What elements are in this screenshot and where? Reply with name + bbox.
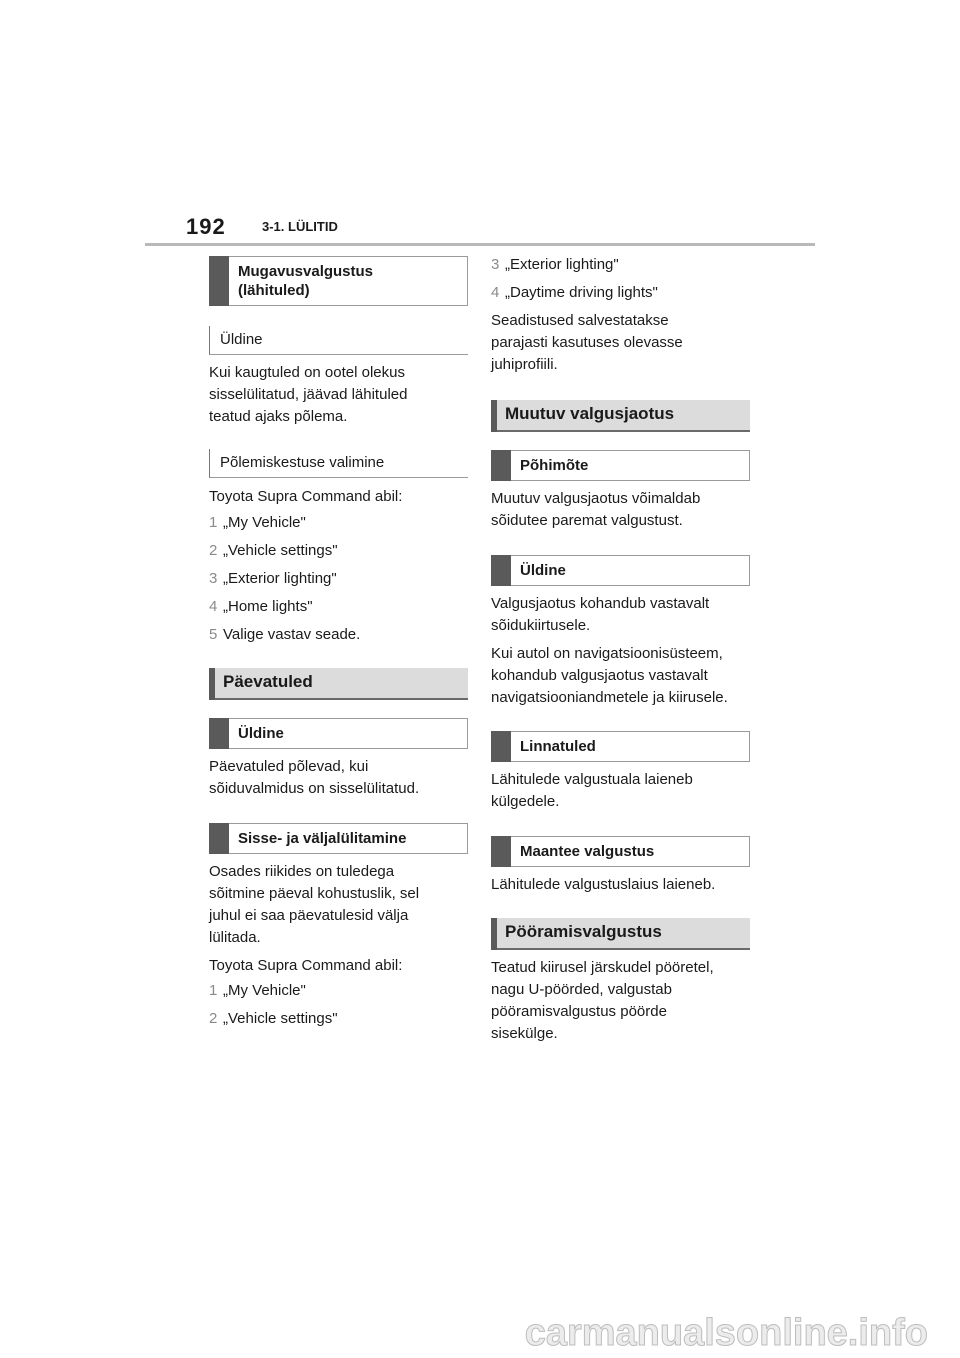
step-number: 2 — [209, 1010, 218, 1027]
heading-marker — [209, 823, 229, 854]
heading-line: Mugavusvalgustus — [238, 263, 374, 280]
heading-label: Maantee valgustus — [520, 843, 655, 860]
major-heading-muutuv-valgusjaotus — [491, 400, 750, 432]
subheading-uldine: Üldine — [209, 326, 468, 355]
step-number: 1 — [209, 514, 218, 531]
heading-label: Põhimõte — [520, 457, 589, 474]
steps-list — [491, 254, 750, 304]
step-text: „Exterior lighting" — [505, 256, 619, 273]
steps-list — [209, 512, 468, 646]
paragraph — [491, 310, 750, 376]
step-number: 4 — [491, 284, 500, 301]
text-line: Kui kaugtuled on ootel olekus — [209, 364, 405, 381]
heading-marker — [209, 718, 229, 749]
text-line: Muutuv valgusjaotus võimaldab — [491, 490, 701, 507]
text-line: sõidukiirtusele. — [491, 617, 591, 634]
text-line: kohandub valgusjaotus vastavalt — [491, 667, 708, 684]
step-number: 5 — [209, 626, 218, 643]
heading-line: (lähituled) — [238, 282, 310, 299]
heading-label: Üldine — [520, 562, 566, 579]
heading-marker — [491, 836, 511, 867]
page-number: 192 — [186, 214, 226, 239]
step-text: Valige vastav seade. — [223, 626, 361, 643]
step-text: „Vehicle settings" — [223, 1010, 338, 1027]
paragraph: Toyota Supra Command abil: — [209, 957, 403, 974]
paragraph — [209, 362, 468, 428]
heading-label: Sisse- ja väljalülitamine — [238, 830, 407, 847]
step-number: 1 — [209, 982, 218, 999]
heading-uldine — [209, 718, 468, 749]
major-heading-paevatuled — [209, 668, 468, 700]
step-text: „Home lights" — [223, 598, 313, 615]
text-line: Osades riikides on tuledega — [209, 863, 395, 880]
text-line: Lähitulede valgustuala laieneb — [491, 771, 693, 788]
text-line: sõitmine päeval kohustuslik, sel — [209, 885, 420, 902]
step-text: „Exterior lighting" — [223, 570, 337, 587]
list-item — [209, 1008, 468, 1030]
text-line: sisselülitatud, jäävad lähituled — [209, 386, 408, 403]
heading-marker — [491, 450, 511, 481]
list-item — [209, 568, 468, 590]
list-item — [491, 282, 750, 304]
text-line: sõidutee paremat valgustust. — [491, 512, 683, 529]
text-line: lülitada. — [209, 929, 261, 946]
paragraph: Toyota Supra Command abil: — [209, 488, 403, 505]
step-number: 3 — [491, 256, 500, 273]
step-text: „Daytime driving lights" — [505, 284, 658, 301]
heading-marker — [491, 555, 511, 586]
text-line: Kui autol on navigatsioonisüsteem, — [491, 645, 723, 662]
heading-marker — [209, 256, 229, 306]
subheading-polemiskestuse: Põlemiskestuse valimine — [209, 449, 468, 478]
major-heading-label: Pööramisvalgustus — [505, 922, 662, 941]
paragraph — [491, 643, 750, 709]
paragraph — [209, 756, 468, 800]
paragraph — [491, 957, 750, 1045]
step-number: 2 — [209, 542, 218, 559]
step-text: „Vehicle settings" — [223, 542, 338, 559]
text-line: Päevatuled põlevad, kui — [209, 758, 369, 775]
paragraph: Lähitulede valgustuslaius laieneb. — [491, 876, 716, 893]
text-line: külgedele. — [491, 793, 560, 810]
heading-label: Linnatuled — [520, 738, 596, 755]
step-number: 3 — [209, 570, 218, 587]
right-column — [491, 254, 750, 1045]
step-number: 4 — [209, 598, 218, 615]
major-heading-pooramisvalgustus — [491, 918, 750, 950]
list-item — [209, 512, 468, 534]
paragraph — [491, 488, 750, 532]
step-text: „My Vehicle" — [223, 982, 306, 999]
list-item — [209, 596, 468, 618]
text-line: Seadistused salvestatakse — [491, 312, 669, 329]
list-item — [209, 624, 468, 646]
paragraph — [491, 593, 750, 637]
section-title: 3-1. LÜLITID — [262, 219, 338, 234]
heading-mugavusvalgustus — [209, 256, 468, 306]
text-line: pööramisvalgustus pöörde — [491, 1003, 667, 1020]
text-line: Teatud kiirusel järskudel pööretel, — [491, 959, 714, 976]
heading-marker — [491, 400, 497, 432]
text-line: teatud ajaks põlema. — [209, 408, 348, 425]
text-line: navigatsiooniandmetele ja kiirusele. — [491, 689, 728, 706]
heading-pohimote — [491, 450, 750, 481]
heading-label: Üldine — [238, 725, 284, 742]
watermark-text: carmanualsonline.info — [524, 1312, 928, 1354]
step-text: „My Vehicle" — [223, 514, 306, 531]
steps-list — [209, 980, 468, 1030]
text-line: Valgusjaotus kohandub vastavalt — [491, 595, 710, 612]
text-line: parajasti kasutuses olevasse — [491, 334, 683, 351]
heading-marker — [491, 918, 497, 950]
major-heading-label: Muutuv valgusjaotus — [505, 404, 675, 423]
text-line: juhiprofiili. — [491, 356, 558, 373]
heading-maantee-valgustus — [491, 836, 750, 867]
major-heading-label: Päevatuled — [223, 672, 313, 691]
list-item — [209, 540, 468, 562]
list-item — [209, 980, 468, 1002]
heading-linnatuled — [491, 731, 750, 762]
heading-uldine — [491, 555, 750, 586]
header-rule — [145, 243, 815, 246]
text-line: juhul ei saa päevatulesid välja — [209, 907, 409, 924]
paragraph — [209, 861, 468, 949]
list-item — [491, 254, 750, 276]
text-line: sõiduvalmidus on sisselülitatud. — [209, 780, 420, 797]
text-line: sisekülge. — [491, 1025, 558, 1042]
text-line: nagu U-pöörded, valgustab — [491, 981, 672, 998]
left-column — [209, 256, 468, 1036]
heading-marker — [209, 668, 215, 700]
paragraph — [491, 769, 750, 813]
heading-sisse-valja — [209, 823, 468, 854]
heading-marker — [491, 731, 511, 762]
